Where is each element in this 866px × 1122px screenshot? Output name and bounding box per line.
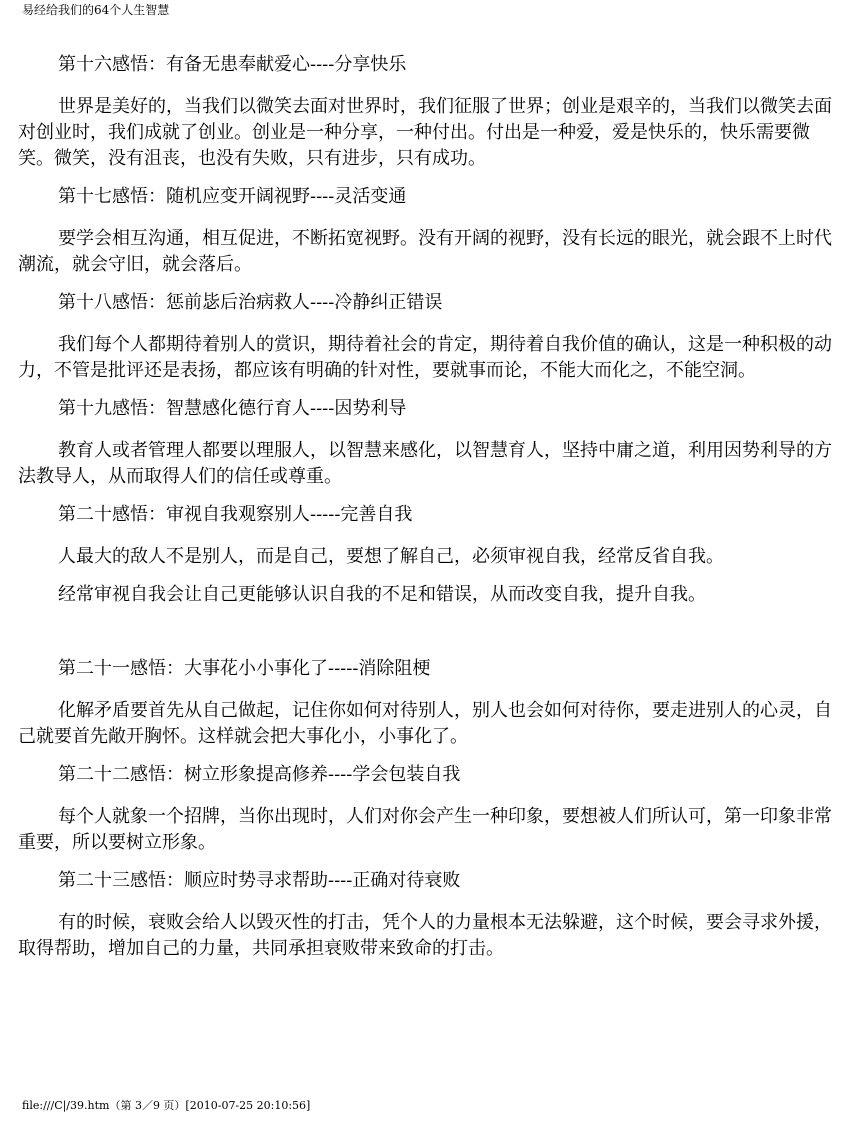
section-paragraph: 世界是美好的，当我们以微笑去面对世界时，我们征服了世界；创业是艰辛的，当我们以微笑去面对创业时，我们成就了创业。创业是一种分享，一种付出。付出是一种爱，爱是快乐的，快乐需要微笑。微笑，没有沮丧，也没有失败，只有进步，只有成功。 bbox=[18, 96, 832, 169]
section-paragraph: 化解矛盾要首先从自己做起，记住你如何对待别人，别人也会如何对待你，要走进别人的心灵，自己就要首先敞开胸怀。这样就会把大事化小，小事化了。 bbox=[18, 700, 832, 747]
section-heading: 第十七感悟：随机应变开阔视野----灵活变通 bbox=[58, 186, 407, 207]
section-paragraph: 有的时候，衰败会给人以毁灭性的打击，凭个人的力量根本无法躲避，这个时候，要会寻求外援，取得帮助，增加自己的力量，共同承担衰败带来致命的打击。 bbox=[18, 912, 832, 959]
section-paragraph: 要学会相互沟通，相互促进，不断拓宽视野。没有开阔的视野，没有长远的眼光，就会跟不上时代潮流，就会守旧，就会落后。 bbox=[18, 228, 832, 275]
section-heading: 第二十一感悟：大事花小小事化了-----消除阻梗 bbox=[58, 658, 431, 679]
section-heading: 第十六感悟：有备无患奉献爱心----分享快乐 bbox=[58, 54, 407, 75]
section-paragraph: 经常审视自我会让自己更能够认识自我的不足和错误，从而改变自我，提升自我。 bbox=[58, 584, 706, 605]
section-heading: 第十八感悟：惩前毖后治病救人----冷静纠正错误 bbox=[58, 292, 443, 313]
section-heading: 第二十感悟：审视自我观察别人-----完善自我 bbox=[58, 504, 413, 525]
section-paragraph: 我们每个人都期待着别人的赏识，期待着社会的肯定，期待着自我价值的确认，这是一种积极的动力，不管是批评还是表扬，都应该有明确的针对性，要就事而论，不能大而化之，不能空洞。 bbox=[18, 334, 832, 381]
running-header: 易经给我们的64个人生智慧 bbox=[22, 3, 170, 17]
section-paragraph: 每个人就象一个招牌，当你出现时，人们对你会产生一种印象，要想被人们所认可，第一印象非常重要，所以要树立形象。 bbox=[18, 806, 832, 853]
section-heading: 第十九感悟：智慧感化德行育人----因势利导 bbox=[58, 398, 407, 419]
section-paragraph: 人最大的敌人不是别人，而是自己，要想了解自己，必须审视自我，经常反省自我。 bbox=[58, 546, 724, 567]
section-heading: 第二十二感悟：树立形象提高修养----学会包装自我 bbox=[58, 764, 461, 785]
document-body bbox=[18, 52, 832, 974]
section-paragraph: 教育人或者管理人都要以理服人，以智慧来感化，以智慧育人，坚持中庸之道，利用因势利导的方法教导人，从而取得人们的信任或尊重。 bbox=[18, 440, 832, 487]
running-footer: file:///C|/39.htm（第 3／9 页）[2010-07-25 20:10:56] bbox=[22, 1099, 311, 1112]
section-heading: 第二十三感悟：顺应时势寻求帮助----正确对待衰败 bbox=[58, 870, 461, 891]
